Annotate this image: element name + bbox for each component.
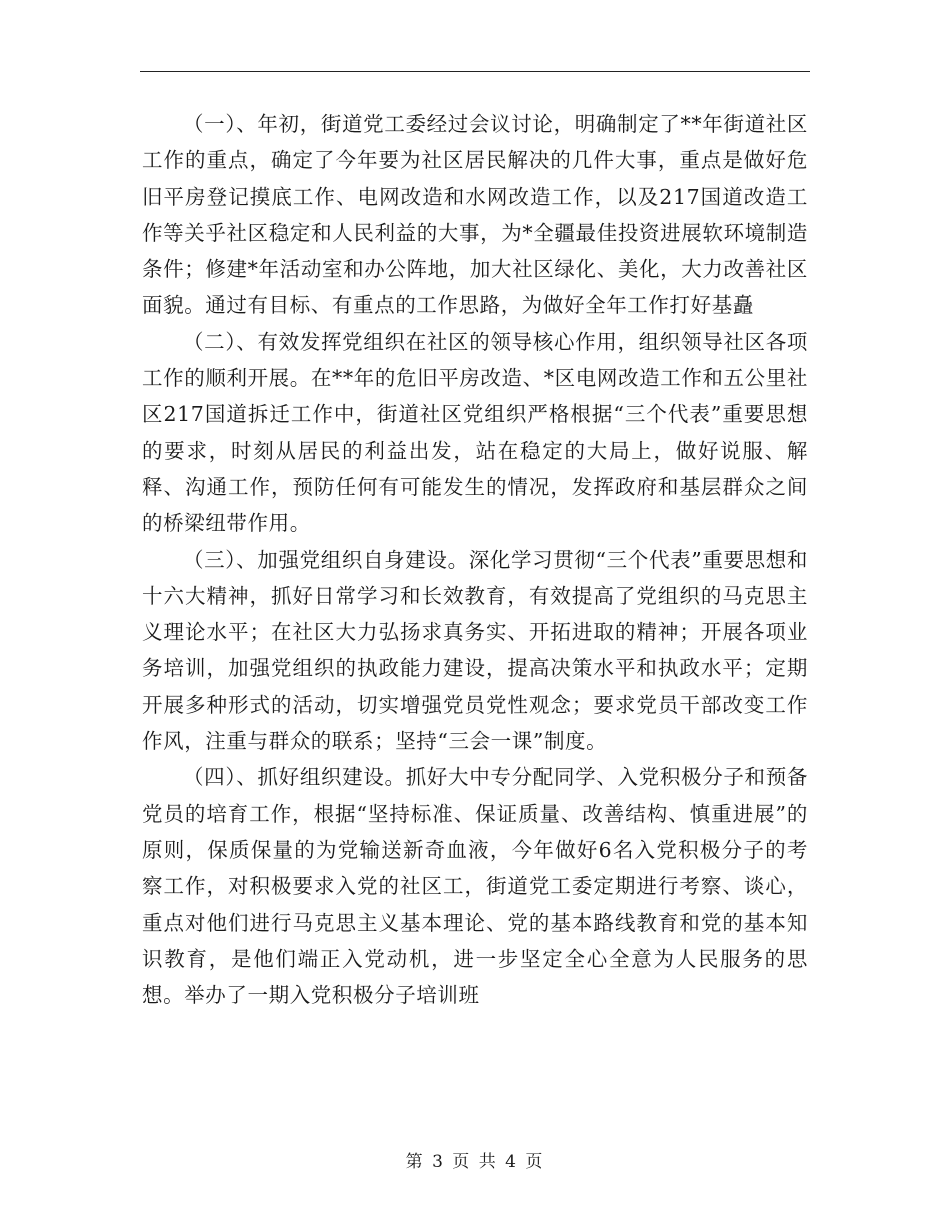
paragraph-2: （二）、有效发挥党组织在社区的领导核心作用，组织领导社区各项工作的顺利开展。在**年的危旧平房改造、*区电网改造工作和五公里社区217国道拆迁工作中，街道社区党组织严格根据“三个代表”重要思想的要求，时刻从居民的利益出发，站在稳定的大局上，做好说服、解释、沟通工作，预防任何有可能发生的情况，发挥政府和基层群众之间的桥梁纽带作用。 xyxy=(142,329,808,536)
document-body xyxy=(142,106,808,1013)
paragraph-3: （三）、加强党组织自身建设。深化学习贯彻“三个代表”重要思想和十六大精神，抓好日常学习和长效教育，有效提高了党组织的马克思主义理论水平；在社区大力弘扬求真务实、开拓进取的精神；开展各项业务培训，加强党组织的执政能力建设，提高决策水平和执政水平；定期开展多种形式的活动，切实增强党员党性观念；要求党员干部改变工作作风，注重与群众的联系；坚持“三会一课”制度。 xyxy=(142,547,808,754)
paragraph-1: （一）、年初，街道党工委经过会议讨论，明确制定了**年街道社区工作的重点，确定了今年要为社区居民解决的几件大事，重点是做好危旧平房登记摸底工作、电网改造和水网改造工作，以及217国道改造工作等关乎社区稳定和人民利益的大事，为*全疆最佳投资进展软环境制造条件；修建*年活动室和办公阵地，加大社区绿化、美化，大力改善社区面貌。通过有目标、有重点的工作思路，为做好全年工作打好基矗 xyxy=(142,112,808,318)
page-number-footer: 第 3 页 共 4 页 xyxy=(405,1152,545,1172)
paragraph-4: （四）、抓好组织建设。抓好大中专分配同学、入党积极分子和预备党员的培育工作，根据“坚持标准、保证质量、改善结构、慎重进展”的原则，保质保量的为党输送新奇血液，今年做好6名入党积极分子的考察工作，对积极要求入党的社区工，街道党工委定期进行考察、谈心，重点对他们进行马克思主义基本理论、党的基本路线教育和党的基本知识教育，是他们端正入党动机，进一步坚定全心全意为人民服务的思想。举办了一期入党积极分子培训班 xyxy=(142,765,808,1008)
header-rule xyxy=(140,71,810,72)
